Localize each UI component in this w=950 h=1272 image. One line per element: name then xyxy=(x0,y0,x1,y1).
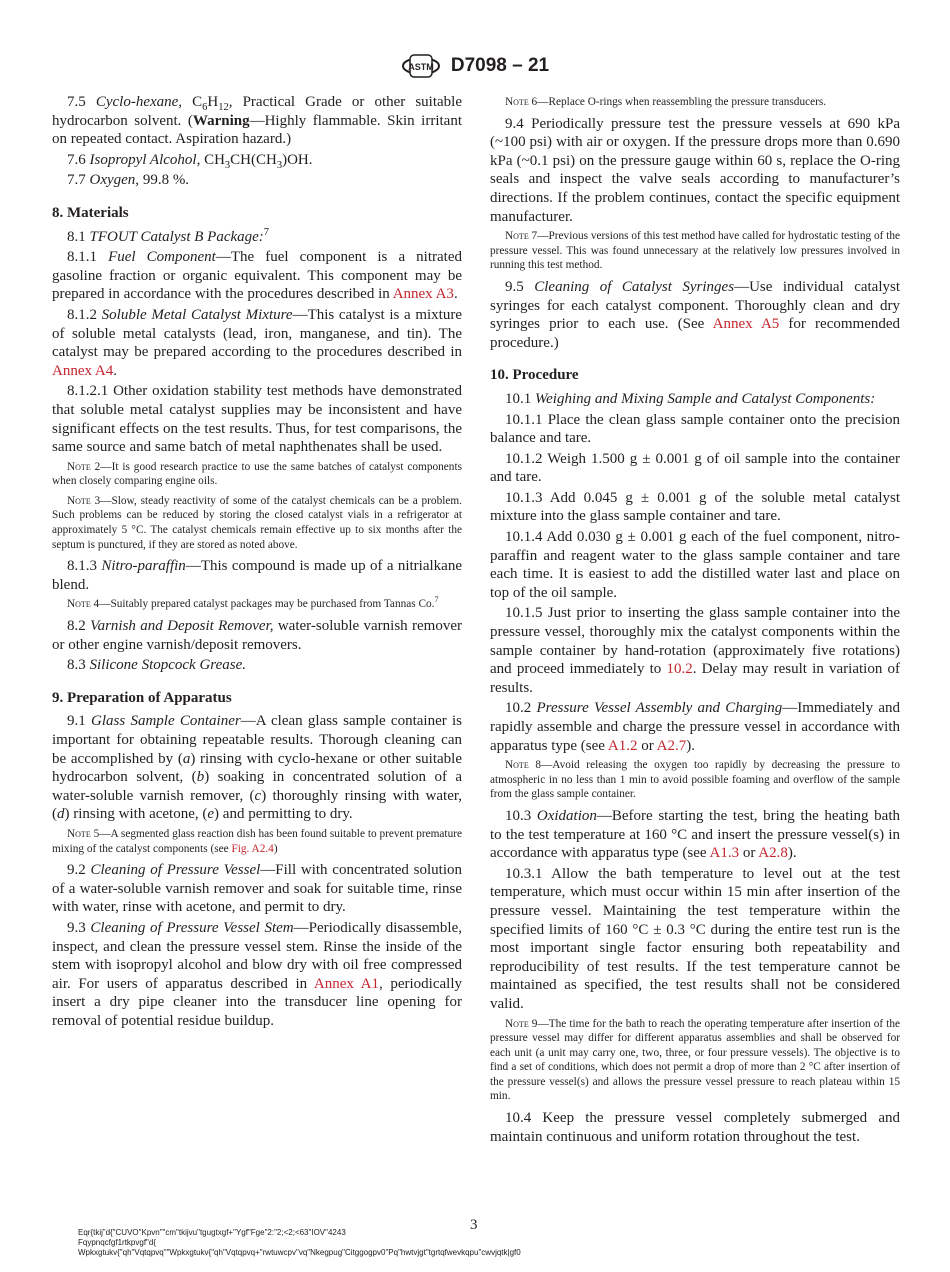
text-run: Note xyxy=(67,598,91,611)
text-run: d xyxy=(57,806,65,823)
text-run: 10.1.2 Weigh 1.500 g ± 0.001 g of oil sample into the container and tare. xyxy=(490,450,900,486)
text-run: 9.4 Periodically pressure test the pressure vessels at 690 kPa (~100 psi) with air or oxygen. If the pressure drops more than 0.690 kPa (~0.1 psi) on the pressure gauge within 60 s, replace the O-ring seals and inspect the valve seals according to manufacturer’s directions. If the problem continues, contact the specific equipment manufacturer. xyxy=(490,115,900,225)
body-paragraph xyxy=(52,712,462,824)
cross-reference-link[interactable]: A2.7 xyxy=(656,737,687,754)
body-paragraph xyxy=(490,450,900,487)
text-run: 9—The time for the bath to reach the operating temperature after insertion of the pressure vessel may differ for different apparatus assemblies and shall be observed for each unit (a unit may carry one, two, three, or four pressure vessels). The objective is to find a set of conditions, which does not permit a drop of more than 2 °C after insertion of the pressure vessel(s) and allows the pressure vessel pressure to reach plateau within 15 min. xyxy=(490,1017,900,1103)
text-run: ). xyxy=(686,737,695,754)
body-paragraph xyxy=(490,807,900,863)
text-run: 4—Suitably prepared catalyst packages may be purchased from Tannas Co. xyxy=(90,598,435,611)
text-run: 10.1.1 Place the clean glass sample container onto the precision balance and tare. xyxy=(490,411,900,447)
note-paragraph xyxy=(490,758,900,802)
text-run: 10.1.5 Just prior to inserting the glass sample container into the pressure vessel, thoroughly mix the catalyst components within the sample container by hand-rotation (approximately five rotations) and proceed immediately to xyxy=(490,605,900,678)
note-paragraph xyxy=(490,229,900,273)
text-run: 3 xyxy=(224,159,231,171)
text-run: 10.1 xyxy=(505,390,535,407)
text-run: 8.1.2.1 Other oxidation stability test methods have demonstrated that soluble metal catalyst supplies may be inconsistent and have significant effects on the test results. Thus, for test comparisons, the same source and same batch of metal naphthenates shall be used. xyxy=(52,383,462,456)
text-run: 2—It is good research practice to use the same batches of catalyst components when closely comparing engine oils. xyxy=(52,460,462,488)
cross-reference-link[interactable]: A1.3 xyxy=(709,845,740,862)
body-paragraph xyxy=(52,248,462,304)
section-heading xyxy=(52,204,462,223)
document-designation: D7098 – 21 xyxy=(450,55,550,76)
text-run: b xyxy=(196,769,205,786)
text-run: c xyxy=(254,787,262,804)
text-run: 7—Previous versions of this test method have called for hydrostatic testing of the pressure vessel. This was found unnecessary at the relatively low pressures involved in running this test method. xyxy=(490,230,900,272)
section-heading xyxy=(52,689,462,708)
text-run: ) rinsing with cyclo-hexane or other suitable hydrocarbon solvent, ( xyxy=(52,750,462,786)
text-run: Note xyxy=(67,827,91,840)
text-run: 9.1 xyxy=(67,713,92,730)
text-run: Note xyxy=(505,96,529,108)
text-run: ) thoroughly rinsing with water, ( xyxy=(52,787,462,823)
text-run: Oxygen, xyxy=(89,172,140,189)
page-header xyxy=(0,52,950,80)
text-run: TFOUT Catalyst B Package: xyxy=(89,228,264,245)
text-run: , periodically insert a dry pipe cleaner into the transducer line opening for removal of potential residue buildup. xyxy=(52,975,463,1029)
body-paragraph xyxy=(52,656,462,675)
body-paragraph xyxy=(52,617,462,654)
text-run: 6 xyxy=(202,102,208,113)
cross-reference-link[interactable]: 10.2 xyxy=(666,661,693,678)
text-run: —Before starting the test, bring the heating bath to the test temperature at 160 °C and insert the pressure vessel(s) in accordance with apparatus type (see xyxy=(490,807,901,862)
text-run: Soluble Metal Catalyst Mixture xyxy=(101,306,293,323)
body-paragraph xyxy=(52,93,462,149)
text-run: 6—Replace O-rings when reassembling the pressure transducers. xyxy=(528,96,827,108)
text-run: —Immediately and rapidly assemble and charge the pressure vessel in accordance with apparatus type (see xyxy=(490,700,900,754)
text-run: a xyxy=(182,750,191,767)
footer-license xyxy=(78,1228,521,1258)
text-run: . Delay may result in variation of results. xyxy=(490,661,900,696)
text-run: 10.3.1 Allow the bath temperature to level out at the test temperature, which must occur within 15 min after insertion of the pressure vessel. Maintaining the test temperature within the specified limits of 160 °C ± 0.3 °C during the entire test run is the most important single factor ensuring both repeatability and reproducibility of test results. If the test temperature cannot be maintained as specified, the test results shall not be considered valid. xyxy=(490,865,900,1012)
text-run: Silicone Stopcock Grease. xyxy=(89,657,246,674)
text-run: Cleaning of Pressure Vessel xyxy=(90,862,261,879)
text-run: CH(CH xyxy=(230,151,277,168)
body-paragraph xyxy=(52,557,462,594)
text-run: 5—A segmented glass reaction dish has been found suitable to prevent premature mixing of the catalyst components (see xyxy=(52,827,462,855)
body-paragraph xyxy=(490,390,900,409)
body-paragraph xyxy=(490,528,900,602)
text-run: CH xyxy=(200,151,225,168)
text-run: 10. Procedure xyxy=(490,367,579,384)
text-run: or xyxy=(637,737,657,754)
cross-reference-link[interactable]: Annex A3 xyxy=(392,286,454,303)
text-run: Cleaning of Pressure Vessel Stem xyxy=(90,919,294,936)
body-paragraph xyxy=(490,865,900,1014)
text-run: )OH. xyxy=(282,151,313,168)
text-run: H xyxy=(207,94,219,110)
footer-line: Fqypnqcfgf1rtkpvgf"d{ xyxy=(78,1238,156,1247)
text-run: Cyclo-hexane, xyxy=(95,94,183,110)
right-column xyxy=(490,92,900,1148)
text-run: , Practical Grade or other suitable hydrocarbon solvent. ( xyxy=(52,94,462,129)
text-run: or xyxy=(739,845,759,862)
text-run: 3—Slow, steady reactivity of some of the catalyst chemicals can be a problem. Such problems can be reduced by storing the closed catalyst vials in a refrigerator at approximately 5 °C. The catalyst chemicals remain effective up to six months after the septum is punctured, if they are stored as noted above. xyxy=(52,494,462,551)
text-run: Note xyxy=(505,1017,529,1030)
text-run: —A clean glass sample container is important for obtaining repeatable results. Thorough cleaning can be accomplished by ( xyxy=(52,713,462,767)
text-run: Note xyxy=(67,494,91,507)
text-run: 9.5 xyxy=(505,278,535,295)
footnote-ref: 7 xyxy=(434,595,439,605)
svg-text:ASTM: ASTM xyxy=(408,62,434,72)
text-run: ). xyxy=(787,845,797,862)
left-column xyxy=(52,93,462,1033)
text-run: —Fill with concentrated solution of a water-soluble varnish remover and soak for suitable time, rinse with water, rinse with acetone, and permit to dry. xyxy=(52,862,462,916)
text-run: 8—Avoid releasing the oxygen too rapidly by decreasing the pressure to atmospheric in no less than 1 min to avoid possible foaming and overflow of the sample from the glass sample container. xyxy=(490,759,900,801)
text-run: 8.1.2 xyxy=(67,306,102,323)
body-paragraph xyxy=(490,411,900,448)
text-run: 8.1.3 xyxy=(67,558,102,575)
text-run: 8.1 xyxy=(67,228,90,245)
text-run: . xyxy=(113,362,117,379)
body-paragraph xyxy=(490,699,900,755)
text-run: —This compound is made up of a nitrialkane blend. xyxy=(52,558,462,593)
note-paragraph xyxy=(52,494,462,552)
page-number: 3 xyxy=(470,1217,478,1233)
cross-reference-link[interactable]: Fig. A2.4 xyxy=(231,842,274,855)
text-run: 9.3 xyxy=(67,919,91,936)
cross-reference-link[interactable]: Annex A5 xyxy=(712,316,780,333)
note-paragraph xyxy=(490,1017,900,1105)
text-run: 7.7 xyxy=(67,172,90,189)
body-paragraph xyxy=(490,1109,900,1146)
body-paragraph xyxy=(490,115,900,227)
text-run: 10.1.4 Add 0.030 g ± 0.001 g each of the fuel component, nitro-paraffin and reagent water to the glass sample container and tare each time. It is easiest to add the distilled water last and place on top of the oil sample. xyxy=(490,529,900,601)
text-run: 10.4 Keep the pressure vessel completely submerged and maintain continuous and uniform rotation throughout the test. xyxy=(490,1110,900,1145)
section-heading xyxy=(490,366,900,385)
text-run: —This catalyst is a mixture of soluble metal catalysts (lead, iron, manganese, and tin). The catalyst may be prepared according to the procedures described in xyxy=(52,306,462,361)
text-run: Glass Sample Container xyxy=(91,713,241,730)
text-run: 8.2 xyxy=(67,618,91,635)
text-run: —Periodically disassemble, inspect, and clean the pressure vessel stem. Rinse the inside of the stem with isopropyl alcohol and blow dry with oil free compressed air. For users of apparatus described in xyxy=(52,919,462,992)
text-run: ) rinsing with acetone, ( xyxy=(64,806,208,823)
text-run: —Highly flammable. Skin irritant on repeated contact. Aspiration hazard.) xyxy=(52,112,462,148)
body-paragraph xyxy=(52,861,462,917)
cross-reference-link[interactable]: Annex A4 xyxy=(52,362,114,379)
text-run: Isopropyl Alcohol, xyxy=(89,151,201,168)
body-paragraph xyxy=(490,278,900,352)
text-run: 8.3 xyxy=(67,657,90,674)
text-run: —Use individual catalyst syringes for each catalyst component. Thoroughly clean and dry syringes prior to each use. (See xyxy=(490,278,901,333)
note-paragraph xyxy=(52,827,462,856)
text-run: Pressure Vessel Assembly and Charging xyxy=(536,700,783,717)
text-run: ) xyxy=(273,842,278,855)
text-run: Nitro-paraffin xyxy=(101,558,186,575)
text-run: Note xyxy=(67,460,91,473)
body-paragraph xyxy=(52,171,462,190)
text-run: Note xyxy=(505,230,529,243)
body-paragraph xyxy=(52,151,462,170)
text-run: 8. Materials xyxy=(52,204,129,221)
text-run: 7.6 xyxy=(67,151,90,168)
text-run: 10.3 xyxy=(505,807,537,824)
text-run: 99.8 %. xyxy=(139,172,190,189)
body-paragraph xyxy=(490,489,900,526)
text-run: e xyxy=(207,806,215,823)
text-run: 12 xyxy=(218,102,229,113)
cross-reference-link[interactable]: A2.8 xyxy=(758,845,788,862)
cross-reference-link[interactable]: Annex A1 xyxy=(313,975,380,992)
body-paragraph xyxy=(52,306,462,380)
text-run: Fuel Component xyxy=(108,249,216,266)
text-run: ) soaking in concentrated solution of a water-soluble varnish remover, ( xyxy=(52,769,463,804)
body-paragraph xyxy=(52,382,462,456)
text-run: Varnish and Deposit Remover, xyxy=(90,618,274,635)
text-run: —The fuel component is a nitrated gasoline fraction or organic equivalent. This component may be prepared in accordance with the procedures described in xyxy=(52,249,462,303)
note-paragraph xyxy=(490,95,900,110)
text-run: Weighing and Mixing Sample and Catalyst Components: xyxy=(535,390,876,407)
text-run: 3 xyxy=(276,159,283,171)
text-run: 10.2 xyxy=(505,700,537,717)
text-run: 8.1.1 xyxy=(67,249,109,266)
body-paragraph xyxy=(52,919,462,1031)
body-paragraph xyxy=(490,604,900,697)
footer-line: Eqr{tkij”d{"CUVO"Kpvn""cm"tkijvu"tgugtxgf+"Ygf"Fge"2:"2;<2;<63"IOV"4243 xyxy=(78,1228,346,1237)
text-run: C xyxy=(182,94,203,110)
note-paragraph xyxy=(52,460,462,489)
text-run: 9.2 xyxy=(67,862,91,879)
text-run: Warning xyxy=(192,112,250,129)
text-run: Cleaning of Catalyst Syringes xyxy=(534,278,735,295)
note-paragraph xyxy=(52,597,462,612)
footer-line: Wpkxgtukv{"qh"Vqtqpvq""Wpkxgtukv{"qh"Vqtqpvq+"rwtuwcpv"vq"Nkegpug"Citggogpv0"Pq"hwtvjgt"tgrtqfwevkqpu"cwvjqtk|gf0 xyxy=(78,1248,521,1257)
text-run: Note xyxy=(505,759,529,772)
astm-logo-icon xyxy=(401,52,441,80)
text-run: 7.5 xyxy=(67,94,96,110)
body-paragraph xyxy=(52,228,462,247)
text-run: 10.1.3 Add 0.045 g ± 0.001 g of the soluble metal catalyst mixture into the glass sample container and tare. xyxy=(490,489,900,525)
text-run: . xyxy=(453,286,458,303)
text-run: ) and permitting to dry. xyxy=(214,806,353,823)
text-run: for recommended procedure.) xyxy=(490,316,901,351)
footnote-ref: 7 xyxy=(263,226,270,238)
text-run: 9. Preparation of Apparatus xyxy=(52,689,232,706)
cross-reference-link[interactable]: A1.2 xyxy=(607,737,638,754)
text-run: Oxidation xyxy=(536,807,597,824)
text-run: water-soluble varnish remover or other engine varnish/deposit removers. xyxy=(52,618,462,653)
